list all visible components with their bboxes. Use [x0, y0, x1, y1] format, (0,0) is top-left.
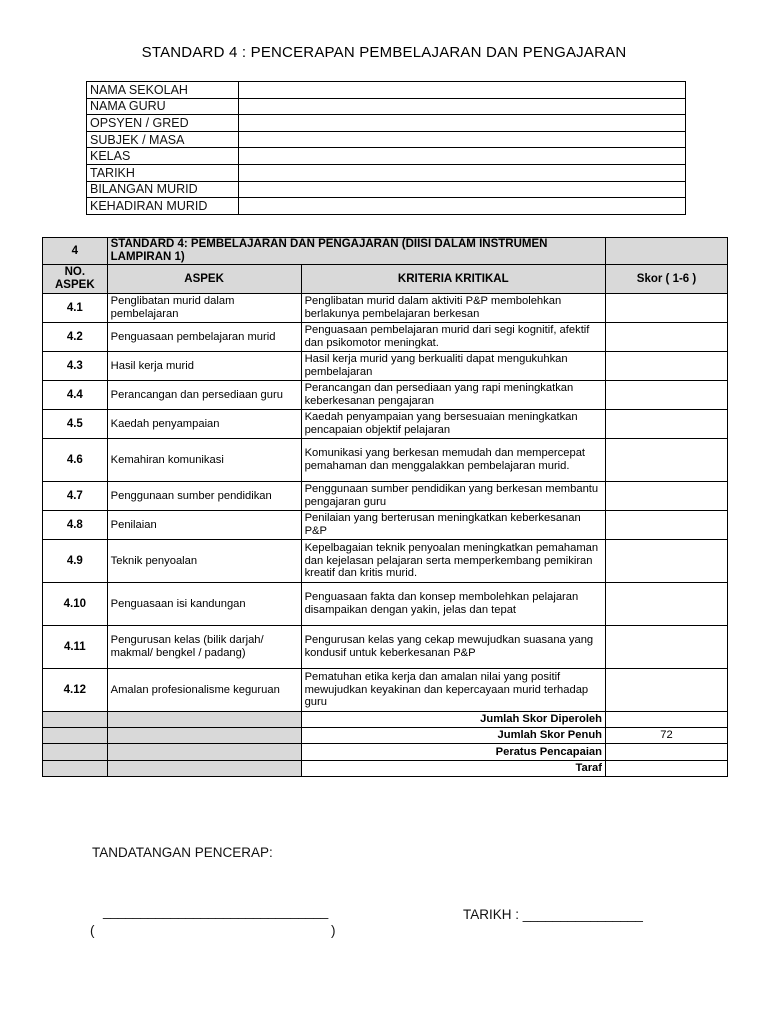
aspek-no: 4.2 [43, 323, 108, 352]
summary-label: Jumlah Skor Diperoleh [301, 712, 605, 728]
skor-field[interactable] [606, 626, 728, 669]
summary-blank [107, 728, 301, 744]
col-no-header: NO. ASPEK [43, 265, 108, 294]
kriteria-text: Komunikasi yang berkesan memudah dan mempercepat pemahaman dan menggalakkan pembelajaran murid. [301, 439, 605, 482]
aspek-no: 4.5 [43, 410, 108, 439]
standard-table [42, 237, 728, 777]
aspek-no: 4.4 [43, 381, 108, 410]
aspek-no: 4.3 [43, 352, 108, 381]
aspek-name: Kemahiran komunikasi [107, 439, 301, 482]
col-kriteria-header: KRITERIA KRITIKAL [301, 265, 605, 294]
aspek-no: 4.6 [43, 439, 108, 482]
summary-blank [43, 712, 108, 728]
aspek-no: 4.1 [43, 294, 108, 323]
summary-label: Peratus Pencapaian [301, 744, 605, 760]
aspek-row [43, 511, 728, 540]
info-value-field[interactable] [239, 131, 686, 148]
aspek-no: 4.10 [43, 583, 108, 626]
kriteria-text: Hasil kerja murid yang berkualiti dapat mengukuhkan pembelajaran [301, 352, 605, 381]
section-no: 4 [43, 238, 108, 265]
summary-blank [107, 744, 301, 760]
info-label: KELAS [87, 148, 239, 165]
skor-field[interactable] [606, 669, 728, 712]
page-title: STANDARD 4 : PENCERAPAN PEMBELAJARAN DAN PENGAJARAN [141, 44, 627, 61]
info-label: OPSYEN / GRED [87, 115, 239, 132]
col-aspek-header: ASPEK [107, 265, 301, 294]
aspek-no: 4.9 [43, 540, 108, 583]
skor-field[interactable] [606, 410, 728, 439]
skor-field[interactable] [606, 511, 728, 540]
aspek-row [43, 583, 728, 626]
aspek-name: Amalan profesionalisme keguruan [107, 669, 301, 712]
skor-field[interactable] [606, 352, 728, 381]
signature-line: ______________________________ [103, 904, 329, 919]
info-value-field[interactable] [239, 98, 686, 115]
aspek-name: Penguasaan pembelajaran murid [107, 323, 301, 352]
aspek-no: 4.11 [43, 626, 108, 669]
info-row [87, 115, 686, 132]
info-row [87, 98, 686, 115]
skor-field[interactable] [606, 482, 728, 511]
summary-row [43, 728, 728, 744]
info-row [87, 181, 686, 198]
info-table [86, 81, 686, 215]
aspek-row [43, 669, 728, 712]
summary-value-field[interactable] [606, 712, 728, 728]
aspek-name: Kaedah penyampaian [107, 410, 301, 439]
kriteria-text: Penguasaan pembelajaran murid dari segi kognitif, afektif dan psikomotor meningkat. [301, 323, 605, 352]
aspek-name: Penguasaan isi kandungan [107, 583, 301, 626]
signature-label: TANDATANGAN PENCERAP: [92, 845, 273, 860]
aspek-row [43, 352, 728, 381]
info-label: NAMA SEKOLAH [87, 82, 239, 99]
aspek-name: Teknik penyoalan [107, 540, 301, 583]
aspek-no: 4.12 [43, 669, 108, 712]
aspek-row [43, 410, 728, 439]
info-label: KEHADIRAN MURID [87, 198, 239, 215]
skor-field[interactable] [606, 583, 728, 626]
info-label: SUBJEK / MASA [87, 131, 239, 148]
info-row [87, 164, 686, 181]
info-value-field[interactable] [239, 181, 686, 198]
kriteria-text: Penguasaan fakta dan konsep membolehkan pelajaran disampaikan dengan yakin, jelas dan tepat [301, 583, 605, 626]
aspek-row [43, 482, 728, 511]
aspek-row [43, 381, 728, 410]
info-label: TARIKH [87, 164, 239, 181]
summary-value-field[interactable] [606, 744, 728, 760]
aspek-row [43, 626, 728, 669]
kriteria-text: Kepelbagaian teknik penyoalan meningkatkan pemahaman dan kejelasan pelajaran serta memperkembang pemikiran kreatif dan kritis murid. [301, 540, 605, 583]
summary-blank [43, 760, 108, 776]
info-label: NAMA GURU [87, 98, 239, 115]
kriteria-text: Penilaian yang berterusan meningkatkan keberkesanan P&P [301, 511, 605, 540]
col-skor-header: Skor ( 1-6 ) [606, 265, 728, 294]
kriteria-text: Kaedah penyampaian yang bersesuaian meningkatkan pencapaian objektif pelajaran [301, 410, 605, 439]
aspek-row [43, 323, 728, 352]
skor-field[interactable] [606, 540, 728, 583]
skor-field[interactable] [606, 294, 728, 323]
info-value-field[interactable] [239, 115, 686, 132]
aspek-row [43, 294, 728, 323]
name-close-paren: ) [331, 923, 336, 938]
aspek-name: Perancangan dan persediaan guru [107, 381, 301, 410]
aspek-name: Pengurusan kelas (bilik darjah/ makmal/ bengkel / padang) [107, 626, 301, 669]
skor-field[interactable] [606, 323, 728, 352]
summary-blank [107, 760, 301, 776]
info-value-field[interactable] [239, 164, 686, 181]
summary-value-field[interactable]: 72 [606, 728, 728, 744]
date-field: TARIKH : ________________ [463, 907, 643, 922]
info-row [87, 82, 686, 99]
kriteria-text: Penggunaan sumber pendidikan yang berkesan membantu pengajaran guru [301, 482, 605, 511]
skor-field[interactable] [606, 439, 728, 482]
aspek-name: Penglibatan murid dalam pembelajaran [107, 294, 301, 323]
info-value-field[interactable] [239, 148, 686, 165]
summary-row [43, 760, 728, 776]
aspek-name: Hasil kerja murid [107, 352, 301, 381]
summary-label: Jumlah Skor Penuh [301, 728, 605, 744]
kriteria-text: Penglibatan murid dalam aktiviti P&P membolehkan berlakunya pembelajaran berkesan [301, 294, 605, 323]
name-open-paren: ( [90, 923, 95, 938]
section-title: STANDARD 4: PEMBELAJARAN DAN PENGAJARAN (DIISI DALAM INSTRUMEN LAMPIRAN 1) [107, 238, 605, 265]
info-value-field[interactable] [239, 82, 686, 99]
section-blank [606, 238, 728, 265]
kriteria-text: Pematuhan etika kerja dan amalan nilai yang positif mewujudkan keyakinan dan kepercayaan murid terhadap guru [301, 669, 605, 712]
summary-row [43, 712, 728, 728]
aspek-row [43, 439, 728, 482]
summary-row [43, 744, 728, 760]
section-header-row [43, 238, 728, 265]
aspek-no: 4.8 [43, 511, 108, 540]
info-row [87, 148, 686, 165]
summary-blank [43, 744, 108, 760]
aspek-no: 4.7 [43, 482, 108, 511]
info-row [87, 131, 686, 148]
info-value-field[interactable] [239, 198, 686, 215]
summary-blank [107, 712, 301, 728]
info-row [87, 198, 686, 215]
kriteria-text: Pengurusan kelas yang cekap mewujudkan suasana yang kondusif untuk keberkesanan P&P [301, 626, 605, 669]
summary-blank [43, 728, 108, 744]
summary-value-field[interactable] [606, 760, 728, 776]
kriteria-text: Perancangan dan persediaan yang rapi meningkatkan keberkesanan pengajaran [301, 381, 605, 410]
aspek-name: Penilaian [107, 511, 301, 540]
aspek-name: Penggunaan sumber pendidikan [107, 482, 301, 511]
column-header-row [43, 265, 728, 294]
aspek-row [43, 540, 728, 583]
summary-label: Taraf [301, 760, 605, 776]
skor-field[interactable] [606, 381, 728, 410]
info-label: BILANGAN MURID [87, 181, 239, 198]
